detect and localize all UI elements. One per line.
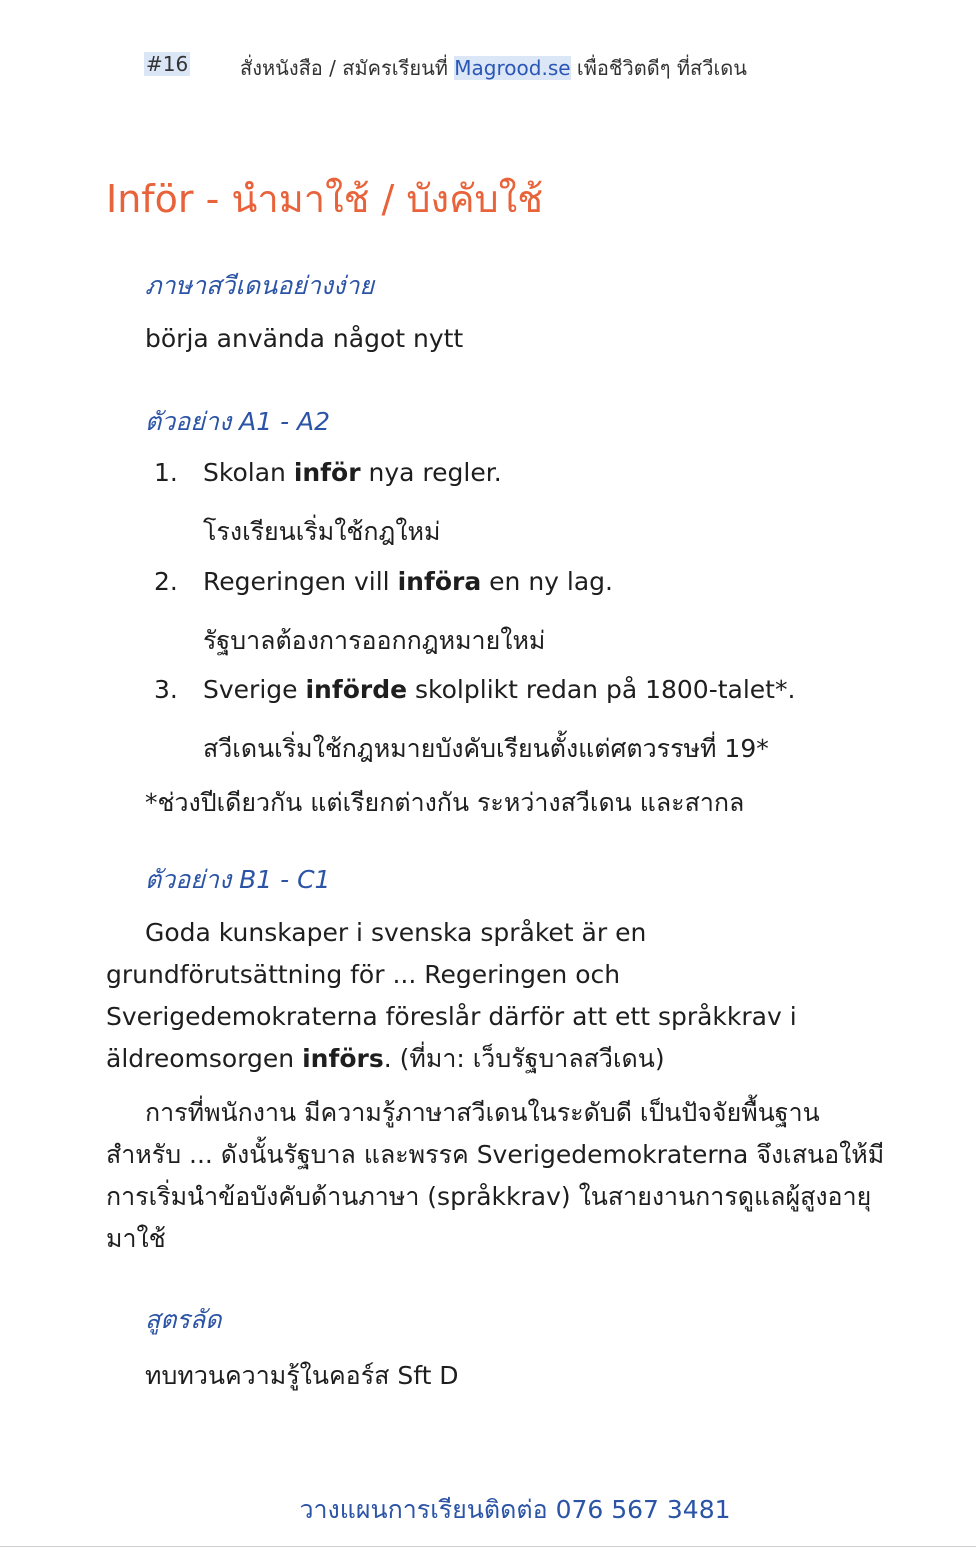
header-text-after: เพื่อชีวิตดีๆ ที่สวีเดน (570, 56, 747, 80)
shortcut-text: ทบทวนความรู้ในคอร์ส Sft D (145, 1361, 459, 1390)
page-number: #16 (146, 52, 189, 76)
simple-swedish-label: ภาษาสวีเดนอย่างง่าย (145, 271, 375, 300)
examples-b-keyword: införs (302, 1044, 384, 1073)
examples-a-label: ตัวอย่าง A1 - A2 (145, 407, 331, 436)
example-a2-keyword: införa (397, 567, 482, 596)
magrood-link[interactable]: Magrood.se (454, 56, 571, 80)
example-a3-keyword: införde (305, 675, 408, 704)
page-title: Inför - นำมาใช้ / บังคับใช้ (106, 177, 543, 221)
page-header (0, 48, 976, 82)
example-a3-sentence: Sverige införde skolplikt redan på 1800-talet*. (203, 675, 796, 704)
page-bottom-divider (0, 1546, 976, 1547)
examples-a-note: *ช่วงปีเดียวกัน แต่เรียกต่างกัน ระหว่างสวีเดน และสากล (145, 788, 745, 817)
contact-footer: วางแผนการเรียนติดต่อ 076 567 3481 (299, 1495, 731, 1524)
example-a3-index: 3. (154, 675, 178, 704)
examples-b-label: ตัวอย่าง B1 - C1 (145, 865, 331, 894)
shortcut-label: สูตรลัด (145, 1305, 222, 1334)
example-a1-index: 1. (154, 458, 178, 487)
examples-b-thai-paragraph: การที่พนักงาน มีความรู้ภาษาสวีเดนในระดับดี เป็นปัจจัยพื้นฐานสำหรับ ... ดังนั้นรัฐบาล และพรรค Sverigedemokraterna จึงเสนอให้มีการเริ่มนำข้อบังคับด้านภาษา (språkkrav) ในสายงานการดูแลผู้สูงอายุมาใช้ (106, 1098, 885, 1253)
examples-b-swedish-paragraph: Goda kunskaper i svenska språket är en grundförutsättning för ... Regeringen och Sverigedemokraterna föreslår därför att ett språkkrav i äldreomsorgen införs. (ที่มา: เว็บรัฐบาลสวีเดน) (106, 918, 797, 1073)
example-a2-translation: รัฐบาลต้องการออกกฎหมายใหม่ (203, 626, 546, 655)
example-a1-sentence: Skolan inför nya regler. (203, 458, 502, 487)
example-a2-sentence: Regeringen vill införa en ny lag. (203, 567, 613, 596)
simple-swedish-text: börja använda något nytt (145, 324, 464, 353)
example-a3-translation: สวีเดนเริ่มใช้กฎหมายบังคับเรียนตั้งแต่ศตวรรษที่ 19* (203, 734, 769, 763)
header-text (240, 52, 747, 84)
header-text-before: สั่งหนังสือ / สมัครเรียนที่ (240, 56, 455, 80)
example-a1-keyword: inför (293, 458, 361, 487)
example-a1-translation: โรงเรียนเริ่มใช้กฎใหม่ (203, 517, 441, 546)
example-a2-index: 2. (154, 567, 178, 596)
